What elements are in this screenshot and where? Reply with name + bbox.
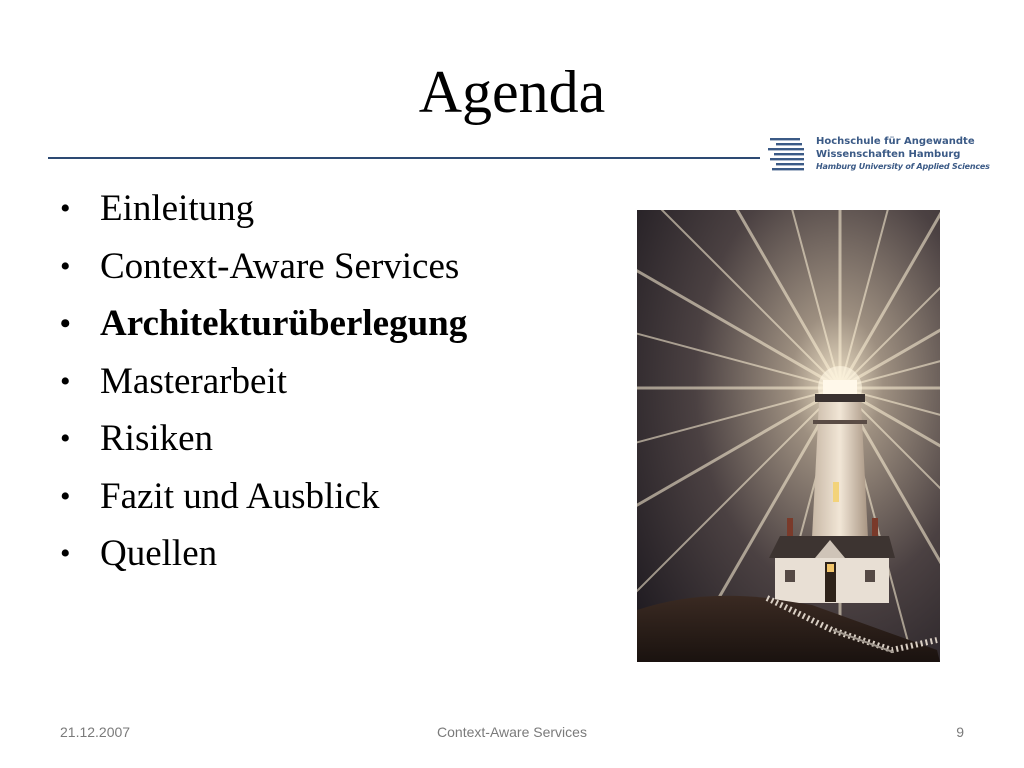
university-logo: [768, 136, 990, 176]
bullet-icon: •: [60, 422, 71, 455]
footer-title: Context-Aware Services: [437, 724, 587, 740]
agenda-item: [60, 298, 467, 356]
agenda-item-label: Architekturüberlegung: [100, 303, 468, 344]
title-rule: [48, 157, 760, 159]
agenda-item-label: Context-Aware Services: [100, 245, 460, 287]
agenda-item-label: Masterarbeit: [100, 360, 287, 402]
bullet-icon: •: [60, 364, 71, 398]
bullet-icon: •: [60, 537, 71, 570]
agenda-item: [60, 241, 467, 299]
bullet-icon: •: [60, 192, 71, 225]
agenda-item-label: Risiken: [100, 418, 214, 459]
agenda-item: [60, 183, 467, 241]
bullet-icon: •: [60, 479, 71, 513]
logo-line-1: Hochschule für Angewandte: [816, 136, 975, 147]
agenda-item: [60, 413, 467, 471]
bullet-icon: •: [60, 249, 71, 283]
logo-line-2: Wissenschaften Hamburg: [816, 148, 961, 160]
lighthouse-photo: [637, 210, 940, 662]
agenda-item: [60, 528, 467, 586]
agenda-item-label: Quellen: [100, 533, 218, 574]
agenda-item-label: Einleitung: [100, 188, 255, 229]
agenda-item: [60, 356, 467, 414]
agenda-list: [60, 183, 467, 586]
slide-title: Agenda: [418, 59, 606, 125]
logo-line-3: Hamburg University of Applied Sciences: [816, 162, 990, 171]
footer-date: 21.12.2007: [60, 724, 131, 740]
logo-stripes-icon: [768, 138, 806, 174]
agenda-item: [60, 471, 467, 529]
page-number: 9: [956, 724, 964, 740]
agenda-item-label: Fazit und Ausblick: [100, 475, 380, 517]
bullet-icon: •: [60, 307, 71, 340]
